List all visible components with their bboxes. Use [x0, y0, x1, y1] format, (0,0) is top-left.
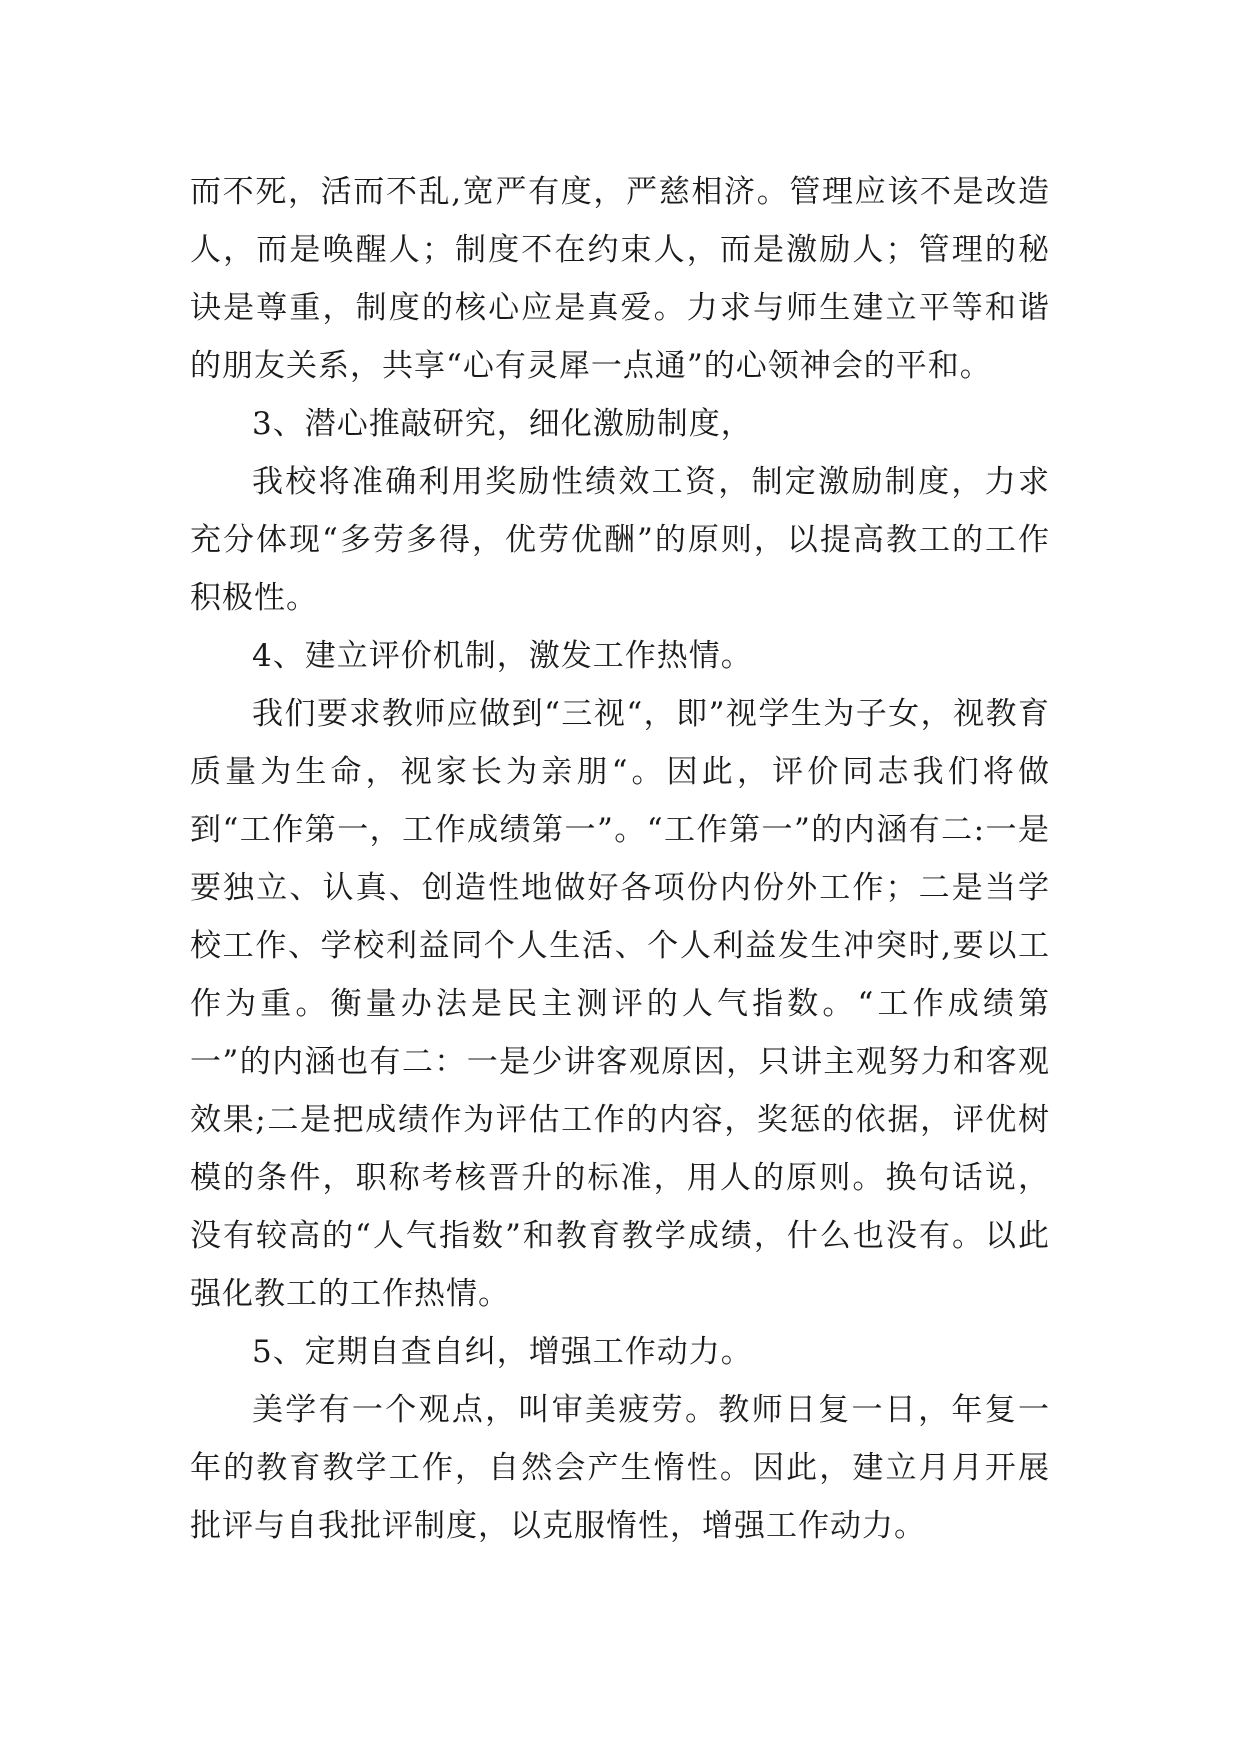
paragraph-incentive: 我校将准确利用奖励性绩效工资，制定激励制度，力求充分体现“多劳多得，优劳优酬”的原则，以提高教工的工作积极性。: [190, 464, 1050, 616]
document-page: [190, 163, 1050, 1555]
heading-item-4: 4、建立评价机制，激发工作热情。: [252, 638, 753, 674]
heading-item-3: 3、潜心推敲研究，细化激励制度，: [252, 406, 753, 442]
paragraph-evaluation: 我们要求教师应做到“三视“，即”视学生为子女，视教育质量为生命，视家长为亲朋“。因此，评价同志我们将做到“工作第一，工作成绩第一”。“工作第一”的内涵有二:一是要独立、认真、创造性地做好各项份内份外工作；二是当学校工作、学校利益同个人生活、个人利益发生冲突时,要以工作为重。衡量办法是民主测评的人气指数。“工作成绩第一”的内涵也有二：一是少讲客观原因，只讲主观努力和客观效果;二是把成绩作为评估工作的内容，奖惩的依据，评优树模的条件，职称考核晋升的标准，用人的原则。换句话说，没有较高的“人气指数”和教育教学成绩，什么也没有。以此强化教工的工作热情。: [190, 696, 1050, 1312]
heading-item-5: 5、定期自查自纠，增强工作动力。: [252, 1334, 753, 1370]
paragraph-continuation: 而不死，活而不乱,宽严有度，严慈相济。管理应该不是改造人，而是唤醒人；制度不在约束人，而是激励人；管理的秘诀是尊重，制度的核心应是真爱。力求与师生建立平等和谐的朋友关系，共享“心有灵犀一点通”的心领神会的平和。: [190, 174, 1050, 384]
paragraph-self-check: 美学有一个观点，叫审美疲劳。教师日复一日，年复一年的教育教学工作，自然会产生惰性。因此，建立月月开展批评与自我批评制度，以克服惰性，增强工作动力。: [190, 1392, 1050, 1544]
